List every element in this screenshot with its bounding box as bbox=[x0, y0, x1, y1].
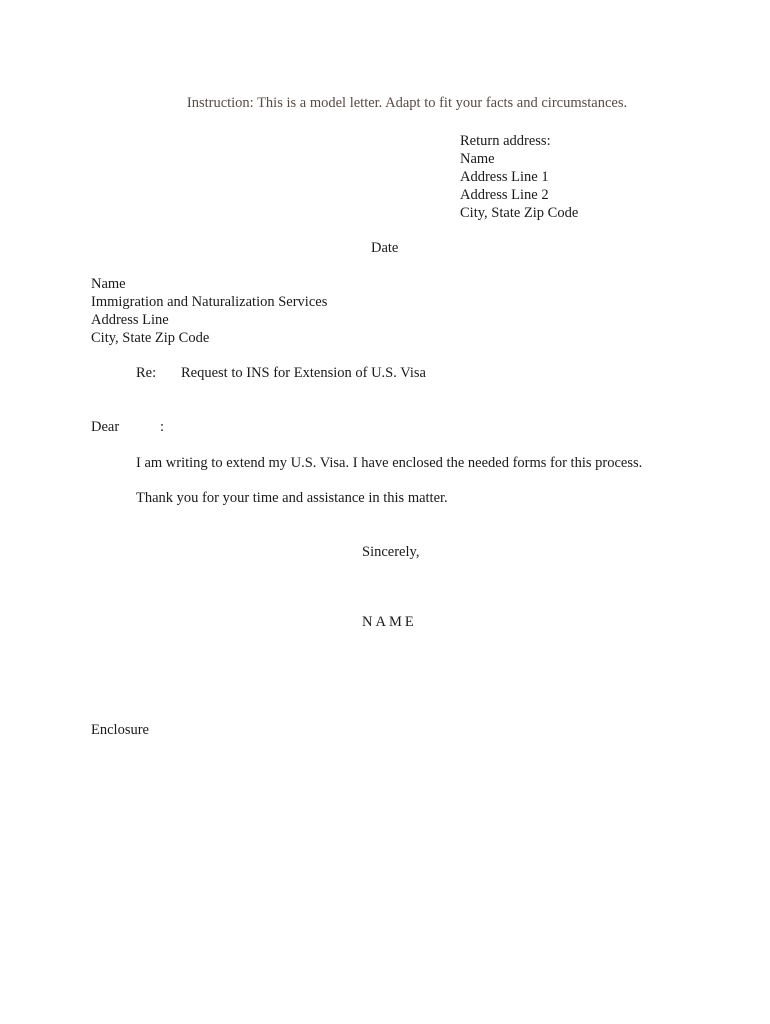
subject-label: Re: bbox=[136, 365, 157, 381]
closing: Sincerely, bbox=[362, 544, 420, 560]
signer-name: NAME bbox=[362, 614, 417, 630]
letter-date: Date bbox=[371, 240, 399, 256]
body-paragraph: I am writing to extend my U.S. Visa. I have enclosed the needed forms for this process. bbox=[136, 455, 643, 471]
return-address-line: Address Line 1 bbox=[460, 169, 549, 185]
salutation-greeting: Dear bbox=[91, 419, 120, 435]
recipient-line: Address Line bbox=[91, 312, 169, 328]
recipient-line: Name bbox=[91, 276, 126, 292]
recipient-address bbox=[91, 275, 327, 347]
return-address-line: City, State Zip Code bbox=[460, 205, 579, 221]
instruction-note: Instruction: This is a model letter. Adapt to fit your facts and circumstances. bbox=[186, 95, 628, 111]
return-address-line: Name bbox=[460, 151, 495, 167]
salutation bbox=[91, 418, 164, 436]
subject-line bbox=[136, 364, 426, 382]
recipient-line: City, State Zip Code bbox=[91, 330, 210, 346]
return-address-line: Address Line 2 bbox=[460, 187, 549, 203]
return-address-heading: Return address: bbox=[460, 133, 551, 149]
subject-text: Request to INS for Extension of U.S. Visa bbox=[181, 365, 426, 381]
salutation-colon: : bbox=[160, 419, 165, 435]
recipient-line: Immigration and Naturalization Services bbox=[91, 294, 328, 310]
body-paragraph: Thank you for your time and assistance in this matter. bbox=[136, 490, 448, 506]
enclosure-note: Enclosure bbox=[91, 722, 149, 738]
return-address bbox=[460, 132, 578, 222]
